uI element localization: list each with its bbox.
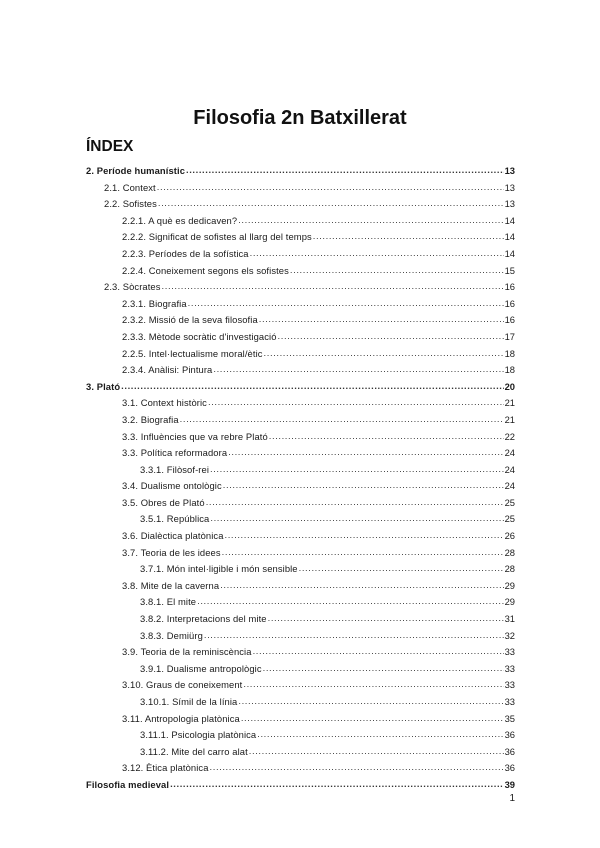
toc-entry-page: 13 — [504, 181, 515, 193]
toc-entry-page: 26 — [504, 530, 515, 542]
toc-entry-page: 14 — [504, 247, 515, 259]
toc-entry-label: 3.8.1. El mite — [140, 596, 197, 608]
toc-entry[interactable] — [0, 694, 515, 711]
toc-entry-page: 16 — [504, 297, 515, 309]
toc-entry[interactable] — [0, 594, 515, 611]
toc-entry[interactable] — [0, 296, 515, 313]
toc-leader-dots — [264, 345, 504, 362]
toc-entry[interactable] — [0, 628, 515, 645]
toc-leader-dots — [180, 411, 504, 428]
toc-entry[interactable] — [0, 495, 515, 512]
toc-leader-dots — [213, 361, 503, 378]
toc-entry-page: 24 — [504, 480, 515, 492]
toc-leader-dots — [204, 627, 504, 644]
toc-leader-dots — [157, 179, 504, 196]
toc-entry-label: 3.9.1. Dualisme antropològic — [140, 662, 262, 674]
toc-entry-label: 2.2.5. Intel·lectualisme moral/ètic — [122, 347, 263, 359]
toc-entry-page: 35 — [504, 712, 515, 724]
toc-entry[interactable] — [0, 561, 515, 578]
toc-leader-dots — [269, 428, 504, 445]
toc-entry-page: 25 — [504, 513, 515, 525]
toc-entry-label: 3.3.1. Filòsof-rei — [140, 463, 210, 475]
toc-entry[interactable] — [0, 760, 515, 777]
toc-entry-label: 3.9. Teoria de la reminiscència — [122, 646, 252, 658]
toc-entry[interactable] — [0, 362, 515, 379]
toc-entry-label: 3.5.1. República — [140, 513, 210, 525]
toc-entry-page: 13 — [504, 165, 515, 176]
toc-entry[interactable] — [0, 412, 515, 429]
toc-entry[interactable] — [0, 196, 515, 213]
toc-entry-page: 24 — [504, 447, 515, 459]
page-number: 1 — [509, 793, 515, 804]
toc-entry-label: 3.7.1. Món intel·ligible i món sensible — [140, 563, 298, 575]
toc-entry-label: 2.3.3. Mètode socràtic d'investigació — [122, 330, 277, 342]
toc-leader-dots — [222, 544, 504, 561]
toc-entry-label: 3.11.1. Psicologia platònica — [140, 729, 257, 741]
toc-entry-page: 36 — [504, 745, 515, 757]
toc-entry[interactable] — [0, 379, 515, 396]
toc-leader-dots — [223, 477, 504, 494]
toc-entry[interactable] — [0, 395, 515, 412]
toc-entry[interactable] — [0, 727, 515, 744]
toc-leader-dots — [210, 510, 503, 527]
toc-leader-dots — [170, 776, 503, 793]
toc-entry-label: 2.3.2. Missió de la seva filosofia — [122, 314, 258, 326]
toc-entry-label: 2.3.4. Anàlisi: Pintura — [122, 364, 213, 376]
toc-entry-label: 3.11.2. Mite del carro alat — [140, 745, 248, 757]
toc-entry[interactable] — [0, 429, 515, 446]
toc-entry[interactable] — [0, 578, 515, 595]
toc-entry[interactable] — [0, 346, 515, 363]
toc-entry[interactable] — [0, 462, 515, 479]
toc-leader-dots — [121, 378, 503, 395]
toc-leader-dots — [210, 461, 504, 478]
toc-entry[interactable] — [0, 246, 515, 263]
toc-entry-page: 17 — [504, 330, 515, 342]
toc-entry-page: 36 — [504, 729, 515, 741]
toc-leader-dots — [249, 743, 504, 760]
toc-leader-dots — [238, 212, 503, 229]
toc-leader-dots — [253, 643, 504, 660]
toc-entry[interactable] — [0, 329, 515, 346]
toc-entry[interactable] — [0, 677, 515, 694]
toc-leader-dots — [299, 560, 504, 577]
toc-entry-label: 3.11. Antropologia platònica — [122, 712, 240, 724]
toc-leader-dots — [210, 759, 504, 776]
toc-leader-dots — [228, 444, 503, 461]
toc-entry-label: 3.3. Influències que va rebre Plató — [122, 430, 268, 442]
toc-entry[interactable] — [0, 545, 515, 562]
toc-leader-dots — [197, 593, 503, 610]
toc-entry-label: 2.1. Context — [104, 181, 156, 193]
toc-entry-label: 3.6. Dialèctica platònica — [122, 530, 224, 542]
document-title: Filosofia 2n Batxillerat — [193, 107, 407, 129]
toc-leader-dots — [188, 295, 504, 312]
toc-entry-label: 2. Període humanístic — [86, 165, 186, 176]
toc-entry-label: 3.4. Dualisme ontològic — [122, 480, 222, 492]
toc-entry-label: 3.5. Obres de Plató — [122, 496, 205, 508]
toc-entry[interactable] — [0, 229, 515, 246]
toc-entry-page: 14 — [504, 214, 515, 226]
toc-entry[interactable] — [0, 711, 515, 728]
toc-entry-label: 2.2.2. Significat de sofistes al llarg del temps — [122, 231, 312, 243]
toc-entry-page: 22 — [504, 430, 515, 442]
toc-entry-page: 13 — [504, 198, 515, 210]
toc-entry-label: 2.2.1. A què es dedicaven? — [122, 214, 238, 226]
toc-entry-label: 3.12. Ètica platònica — [122, 762, 209, 774]
toc-entry-label: 2.3.1. Biografia — [122, 297, 187, 309]
toc-entry[interactable] — [0, 213, 515, 230]
toc-entry[interactable] — [0, 163, 515, 180]
toc-entry-label: 3.8.3. Demiürg — [140, 629, 203, 641]
toc-entry-page: 20 — [504, 380, 515, 392]
toc-leader-dots — [225, 527, 504, 544]
toc-entry-page: 21 — [504, 397, 515, 409]
toc-entry-page: 36 — [504, 762, 515, 774]
toc-entry[interactable] — [0, 744, 515, 761]
toc-entry-page: 33 — [504, 696, 515, 707]
toc-entry-page: 16 — [504, 281, 515, 293]
toc-entry[interactable] — [0, 478, 515, 495]
toc-entry-label: 3.8.2. Interpretacions del mite — [140, 613, 267, 625]
toc-entry-label: 3.2. Biografia — [122, 413, 179, 425]
toc-leader-dots — [241, 710, 504, 727]
toc-entry-page: 33 — [504, 662, 515, 674]
toc-entry-label: 3.10.1. Símil de la línia — [140, 696, 238, 707]
toc-entry-label: 3.1. Context històric — [122, 397, 207, 409]
toc-entry[interactable] — [0, 511, 515, 528]
toc-entry-label: 3.8. Mite de la caverna — [122, 579, 220, 591]
toc-leader-dots — [250, 245, 504, 262]
toc-entry-page: 21 — [504, 413, 515, 425]
toc-entry[interactable] — [0, 777, 515, 794]
toc-entry[interactable] — [0, 528, 515, 545]
toc-entry[interactable] — [0, 263, 515, 280]
toc-entry-page: 14 — [504, 231, 515, 243]
toc-leader-dots — [243, 676, 503, 693]
toc-entry[interactable] — [0, 611, 515, 628]
toc-entry-page: 16 — [504, 314, 515, 326]
toc-leader-dots — [290, 262, 504, 279]
toc-entry-page: 31 — [504, 613, 515, 625]
toc-entry-page: 18 — [504, 364, 515, 376]
toc-entry[interactable] — [0, 279, 515, 296]
toc-entry[interactable] — [0, 661, 515, 678]
table-of-contents — [0, 163, 600, 794]
toc-entry-label: 3. Plató — [86, 380, 121, 392]
toc-entry-page: 32 — [504, 629, 515, 641]
toc-entry-page: 18 — [504, 347, 515, 359]
toc-entry-page: 29 — [504, 579, 515, 591]
toc-entry[interactable] — [0, 312, 515, 329]
toc-leader-dots — [220, 577, 503, 594]
toc-entry-page: 33 — [504, 679, 515, 691]
toc-leader-dots — [208, 394, 504, 411]
toc-leader-dots — [313, 228, 504, 245]
toc-entry-page: 15 — [504, 264, 515, 276]
toc-entry-label: 3.10. Graus de coneixement — [122, 679, 243, 691]
toc-leader-dots — [186, 162, 504, 179]
toc-entry[interactable] — [0, 445, 515, 462]
toc-entry-page: 28 — [504, 546, 515, 558]
toc-leader-dots — [206, 494, 504, 511]
toc-entry-label: 2.2.3. Períodes de la sofística — [122, 247, 249, 259]
toc-leader-dots — [263, 660, 504, 677]
toc-leader-dots — [257, 726, 503, 743]
toc-leader-dots — [278, 328, 504, 345]
toc-entry-page: 25 — [504, 496, 515, 508]
toc-heading: ÍNDEX — [86, 138, 134, 155]
toc-entry-page: 33 — [504, 646, 515, 658]
toc-leader-dots — [158, 195, 504, 212]
toc-entry-page: 39 — [504, 778, 515, 790]
toc-entry-label: 2.3. Sòcrates — [104, 281, 161, 293]
toc-entry[interactable] — [0, 180, 515, 197]
toc-entry[interactable] — [0, 644, 515, 661]
toc-entry-label: 2.2. Sofistes — [104, 198, 157, 210]
toc-leader-dots — [238, 693, 503, 710]
toc-entry-page: 28 — [504, 563, 515, 575]
toc-entry-label: 2.2.4. Coneixement segons els sofistes — [122, 264, 289, 276]
toc-entry-page: 29 — [504, 596, 515, 608]
toc-entry-label: 3.3. Política reformadora — [122, 447, 228, 459]
toc-leader-dots — [268, 610, 504, 627]
toc-entry-page: 24 — [504, 463, 515, 475]
toc-leader-dots — [162, 278, 504, 295]
toc-entry-label: 3.7. Teoria de les idees — [122, 546, 221, 558]
toc-entry-label: Filosofia medieval — [86, 778, 170, 790]
toc-leader-dots — [259, 311, 504, 328]
